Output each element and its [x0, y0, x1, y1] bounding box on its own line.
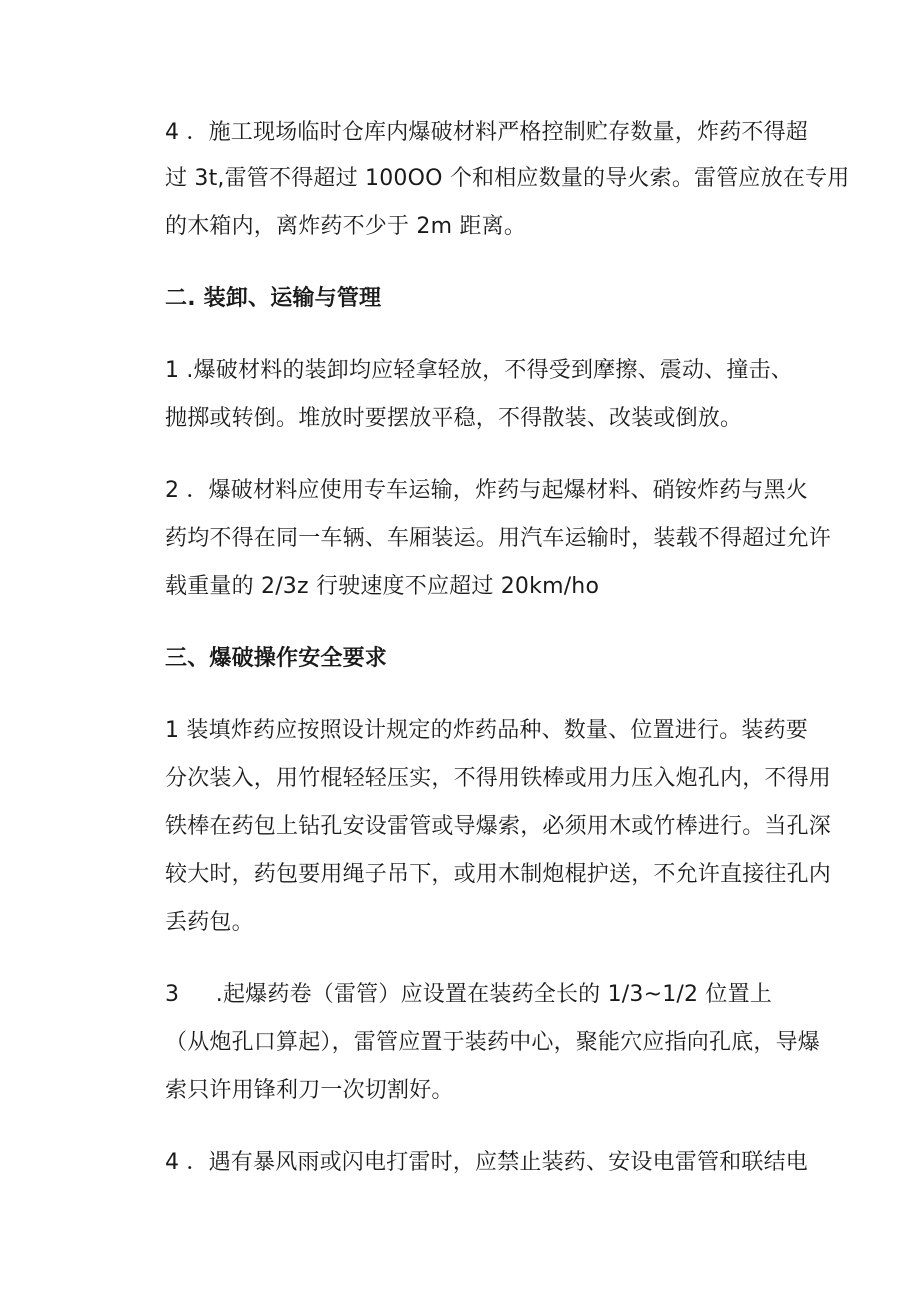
paragraph-line: 分次装入，用竹棍轻轻压实，不得用铁棒或用力压入炮孔内，不得用 — [165, 766, 832, 791]
paragraph-line: 的木箱内，离炸药不少于 2m 距离。 — [165, 214, 527, 239]
paragraph-line: 1 .爆破材料的装卸均应轻拿轻放，不得受到摩擦、震动、撞击、 — [165, 358, 793, 383]
paragraph-line: 1 装填炸药应按照设计规定的炸药品种、数量、位置进行。装药要 — [165, 718, 808, 743]
paragraph-line: 较大时，药包要用绳子吊下，或用木制炮棍护送，不允许直接往孔内 — [165, 862, 832, 887]
paragraph-line: 载重量的 2/3z 行驶速度不应超过 20km/ho — [165, 574, 600, 599]
paragraph-line: 索只许用锋利刀一次切割好。 — [165, 1078, 454, 1103]
paragraph-line: 3 .起爆药卷（雷管）应设置在装药全长的 1/3~1/2 位置上 — [165, 982, 773, 1007]
paragraph-line: 4 ．遇有暴风雨或闪电打雷时，应禁止装药、安设电雷管和联结电 — [165, 1150, 808, 1175]
paragraph-line: 铁棒在药包上钻孔安设雷管或导爆索，必须用木或竹棒进行。当孔深 — [165, 814, 832, 839]
paragraph-line: （从炮孔口算起），雷管应置于装药中心，聚能穴应指向孔底，导爆 — [165, 1030, 821, 1055]
paragraph-line: 丢药包。 — [165, 910, 254, 935]
paragraph-line: 2 ．爆破材料应使用专车运输，炸药与起爆材料、硝铵炸药与黑火 — [165, 478, 808, 503]
paragraph-line: 过 3t,雷管不得超过 100OO 个和相应数量的导火索。雷管应放在专用 — [165, 166, 850, 191]
section-heading: 二. 装卸、运输与管理 — [165, 286, 382, 311]
paragraph-line: 药均不得在同一车辆、车厢装运。用汽车运输时，装载不得超过允许 — [165, 526, 832, 551]
paragraph-line: 4 ．施工现场临时仓库内爆破材料严格控制贮存数量，炸药不得超 — [165, 120, 808, 145]
paragraph-line: 抛掷或转倒。堆放时要摆放平稳，不得散装、改装或倒放。 — [165, 406, 743, 431]
section-heading: 三、爆破操作安全要求 — [165, 646, 388, 671]
